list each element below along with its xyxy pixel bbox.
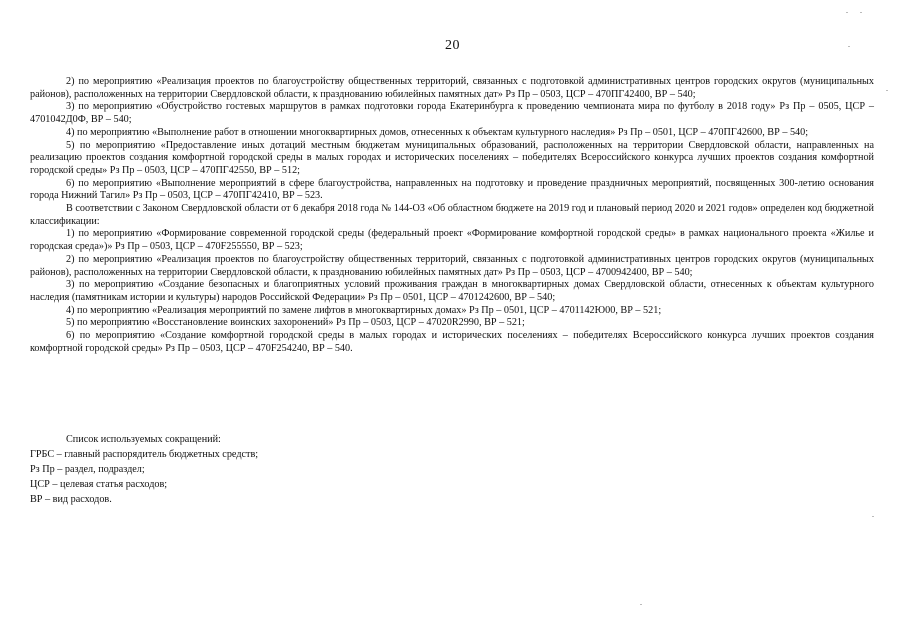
paragraph: 4) по мероприятию «Реализация мероприятий по замене лифтов в многоквартирных домах» Рз Пр – 0501, ЦСР – 4701142Ю00, ВР – 521; xyxy=(66,304,662,316)
paragraph: 6) по мероприятию «Выполнение мероприятий в сфере благоустройства, направленных на подготовку и проведение праздничных мероприятий, посвященных 300-летию основания города Нижний Тагил» Рз Пр – 0503, ЦСР – 470ПГ42410, ВР – 523. xyxy=(30,177,874,202)
scan-speck xyxy=(860,12,862,13)
abbreviations-list xyxy=(30,432,530,507)
paragraph: 5) по мероприятию «Предоставление иных дотаций местным бюджетам муниципальных образований, расположенных на территории Свердловской области, направленных на реализацию проектов создания комфортной городской среды в малых городах и исторических поселениях – победителях Всероссийского конкурса лучших проектов создания комфортной городской среды» Рз Пр – 0503, ЦСР – 470ПГ42550, ВР – 512; xyxy=(30,139,874,176)
scan-speck xyxy=(848,46,850,47)
paragraph: 4) по мероприятию «Выполнение работ в отношении многоквартирных домов, отнесенных к объектам культурного наследия» Рз Пр – 0501, ЦСР – 470ПГ42600, ВР – 540; xyxy=(66,126,809,138)
paragraph: 2) по мероприятию «Реализация проектов по благоустройству общественных территорий, связанных с подготовкой административных центров городских округов (муниципальных районов), расположенных на территории Свердловской области, к празднованию юбилейных памятных дат» Рз Пр – 0503, ЦСР – 470ПГ42400, ВР – 540; xyxy=(30,76,874,100)
paragraph: 6) по мероприятию «Создание комфортной городской среды в малых городах и исторических поселениях – победителях Всероссийского конкурса лучших проектов создания комфортной городской среды» Рз Пр – 0503, ЦСР – 470F254240, ВР – 540. xyxy=(30,330,874,354)
paragraph: В соответствии с Законом Свердловской области от 6 декабря 2018 года № 144-ОЗ «Об областном бюджете на 2019 год и плановый период 2020 и 2021 годов» определен код бюджетной классификации: xyxy=(30,203,874,227)
document-body xyxy=(30,76,874,355)
paragraph: 1) по мероприятию «Формирование современной городской среды (федеральный проект «Формирование комфортной городской среды» в рамках национального проекта «Жилье и городская среда»)» Рз Пр – 0503, ЦСР – 470F255550, ВР – 523; xyxy=(30,228,874,253)
scan-speck xyxy=(872,516,874,517)
abbreviation-item: ЦСР – целевая статья расходов; xyxy=(30,479,168,490)
abbreviation-item: ГРБС – главный распорядитель бюджетных средств; xyxy=(30,449,259,460)
scan-speck xyxy=(640,604,642,605)
abbreviation-item: Рз Пр – раздел, подраздел; xyxy=(30,464,145,475)
page-number: 20 xyxy=(445,38,460,53)
paragraph: 2) по мероприятию «Реализация проектов по благоустройству общественных территорий, связанных с подготовкой административных центров городских округов (муниципальных районов), расположенных на территории Свердловской области, к празднованию юбилейных памятных дат» Рз Пр – 0503, ЦСР – 4700942400, ВР – 540; xyxy=(30,253,874,278)
abbreviation-item: ВР – вид расходов. xyxy=(30,494,112,505)
paragraph: 3) по мероприятию «Обустройство гостевых маршрутов в рамках подготовки города Екатеринбурга к проведению чемпионата мира по футболу в 2018 году» Рз Пр – 0505, ЦСР – 4701042Д0Ф, ВР – 540; xyxy=(30,101,874,126)
paragraph: 5) по мероприятию «Восстановление воинских захоронений» Рз Пр – 0503, ЦСР – 47020R2990, ВР – 521; xyxy=(66,317,525,329)
abbreviations-title: Список используемых сокращений: xyxy=(66,434,221,445)
scan-speck xyxy=(886,90,888,91)
paragraph: 3) по мероприятию «Создание безопасных и благоприятных условий проживания граждан в многоквартирных домах Свердловской области, отнесенных к объектам культурного наследия (памятникам истории и культуры) народов Российской Федерации» Рз Пр – 0501, ЦСР – 4701242600, ВР – 540; xyxy=(30,279,874,303)
scan-speck xyxy=(846,12,848,13)
